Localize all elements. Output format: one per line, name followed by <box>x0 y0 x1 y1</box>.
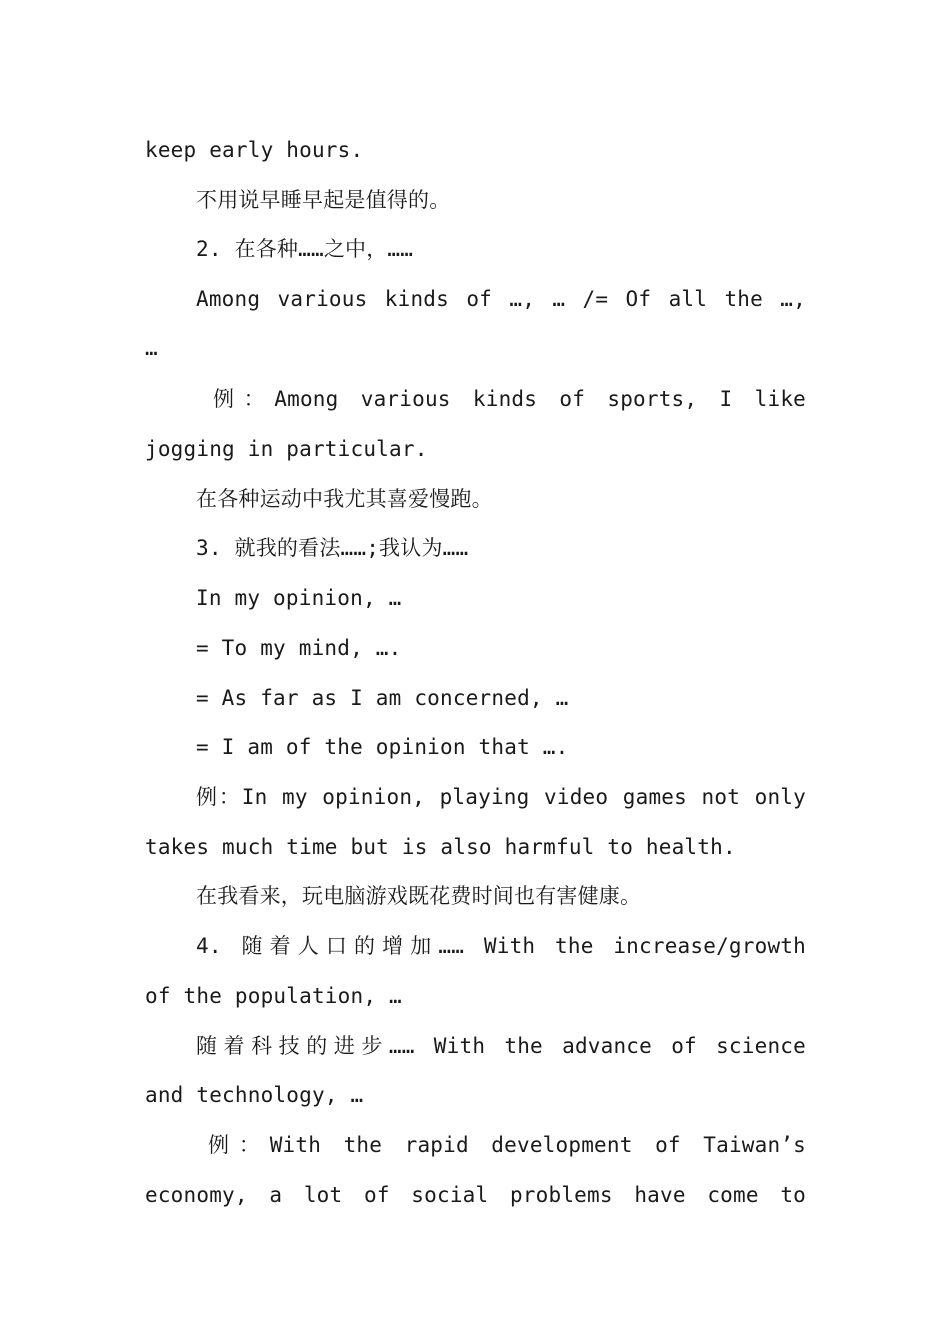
text-line: keep early hours. <box>145 138 364 162</box>
text-line: Among various kinds of …, … /= Of all the …, <box>196 287 806 311</box>
section-heading: 4. 随着人口的增加…… With the increase/growth <box>196 934 806 958</box>
text-line: 在我看来，玩电脑游戏既花费时间也有害健康。 <box>196 884 642 908</box>
text-line: 在各种运动中我尤其喜爱慢跑。 <box>196 487 493 511</box>
text-line: = I am of the opinion that …. <box>196 735 569 759</box>
text-line: 随着科技的进步…… With the advance of science <box>196 1034 806 1058</box>
example-line: 例：Among various kinds of sports, I like <box>213 387 806 411</box>
section-heading: 3. 就我的看法……;我认为…… <box>196 536 469 560</box>
text-line: of the population, … <box>145 984 402 1008</box>
text-line: In my opinion, … <box>196 586 402 610</box>
section-heading: 2. 在各种……之中，…… <box>196 237 414 261</box>
example-line: 例：In my opinion, playing video games not only <box>196 785 806 809</box>
example-line: 例：With the rapid development of Taiwan’s <box>208 1133 806 1157</box>
text-line: economy, a lot of social problems have come to <box>145 1183 806 1207</box>
text-line: jogging in particular. <box>145 437 428 461</box>
text-line: takes much time but is also harmful to health. <box>145 835 736 859</box>
text-line: = To my mind, …. <box>196 636 402 660</box>
text-line: = As far as I am concerned, … <box>196 686 569 710</box>
text-line: 不用说早睡早起是值得的。 <box>196 188 451 212</box>
text-line: and technology, … <box>145 1083 364 1107</box>
text-line: … <box>145 336 158 360</box>
